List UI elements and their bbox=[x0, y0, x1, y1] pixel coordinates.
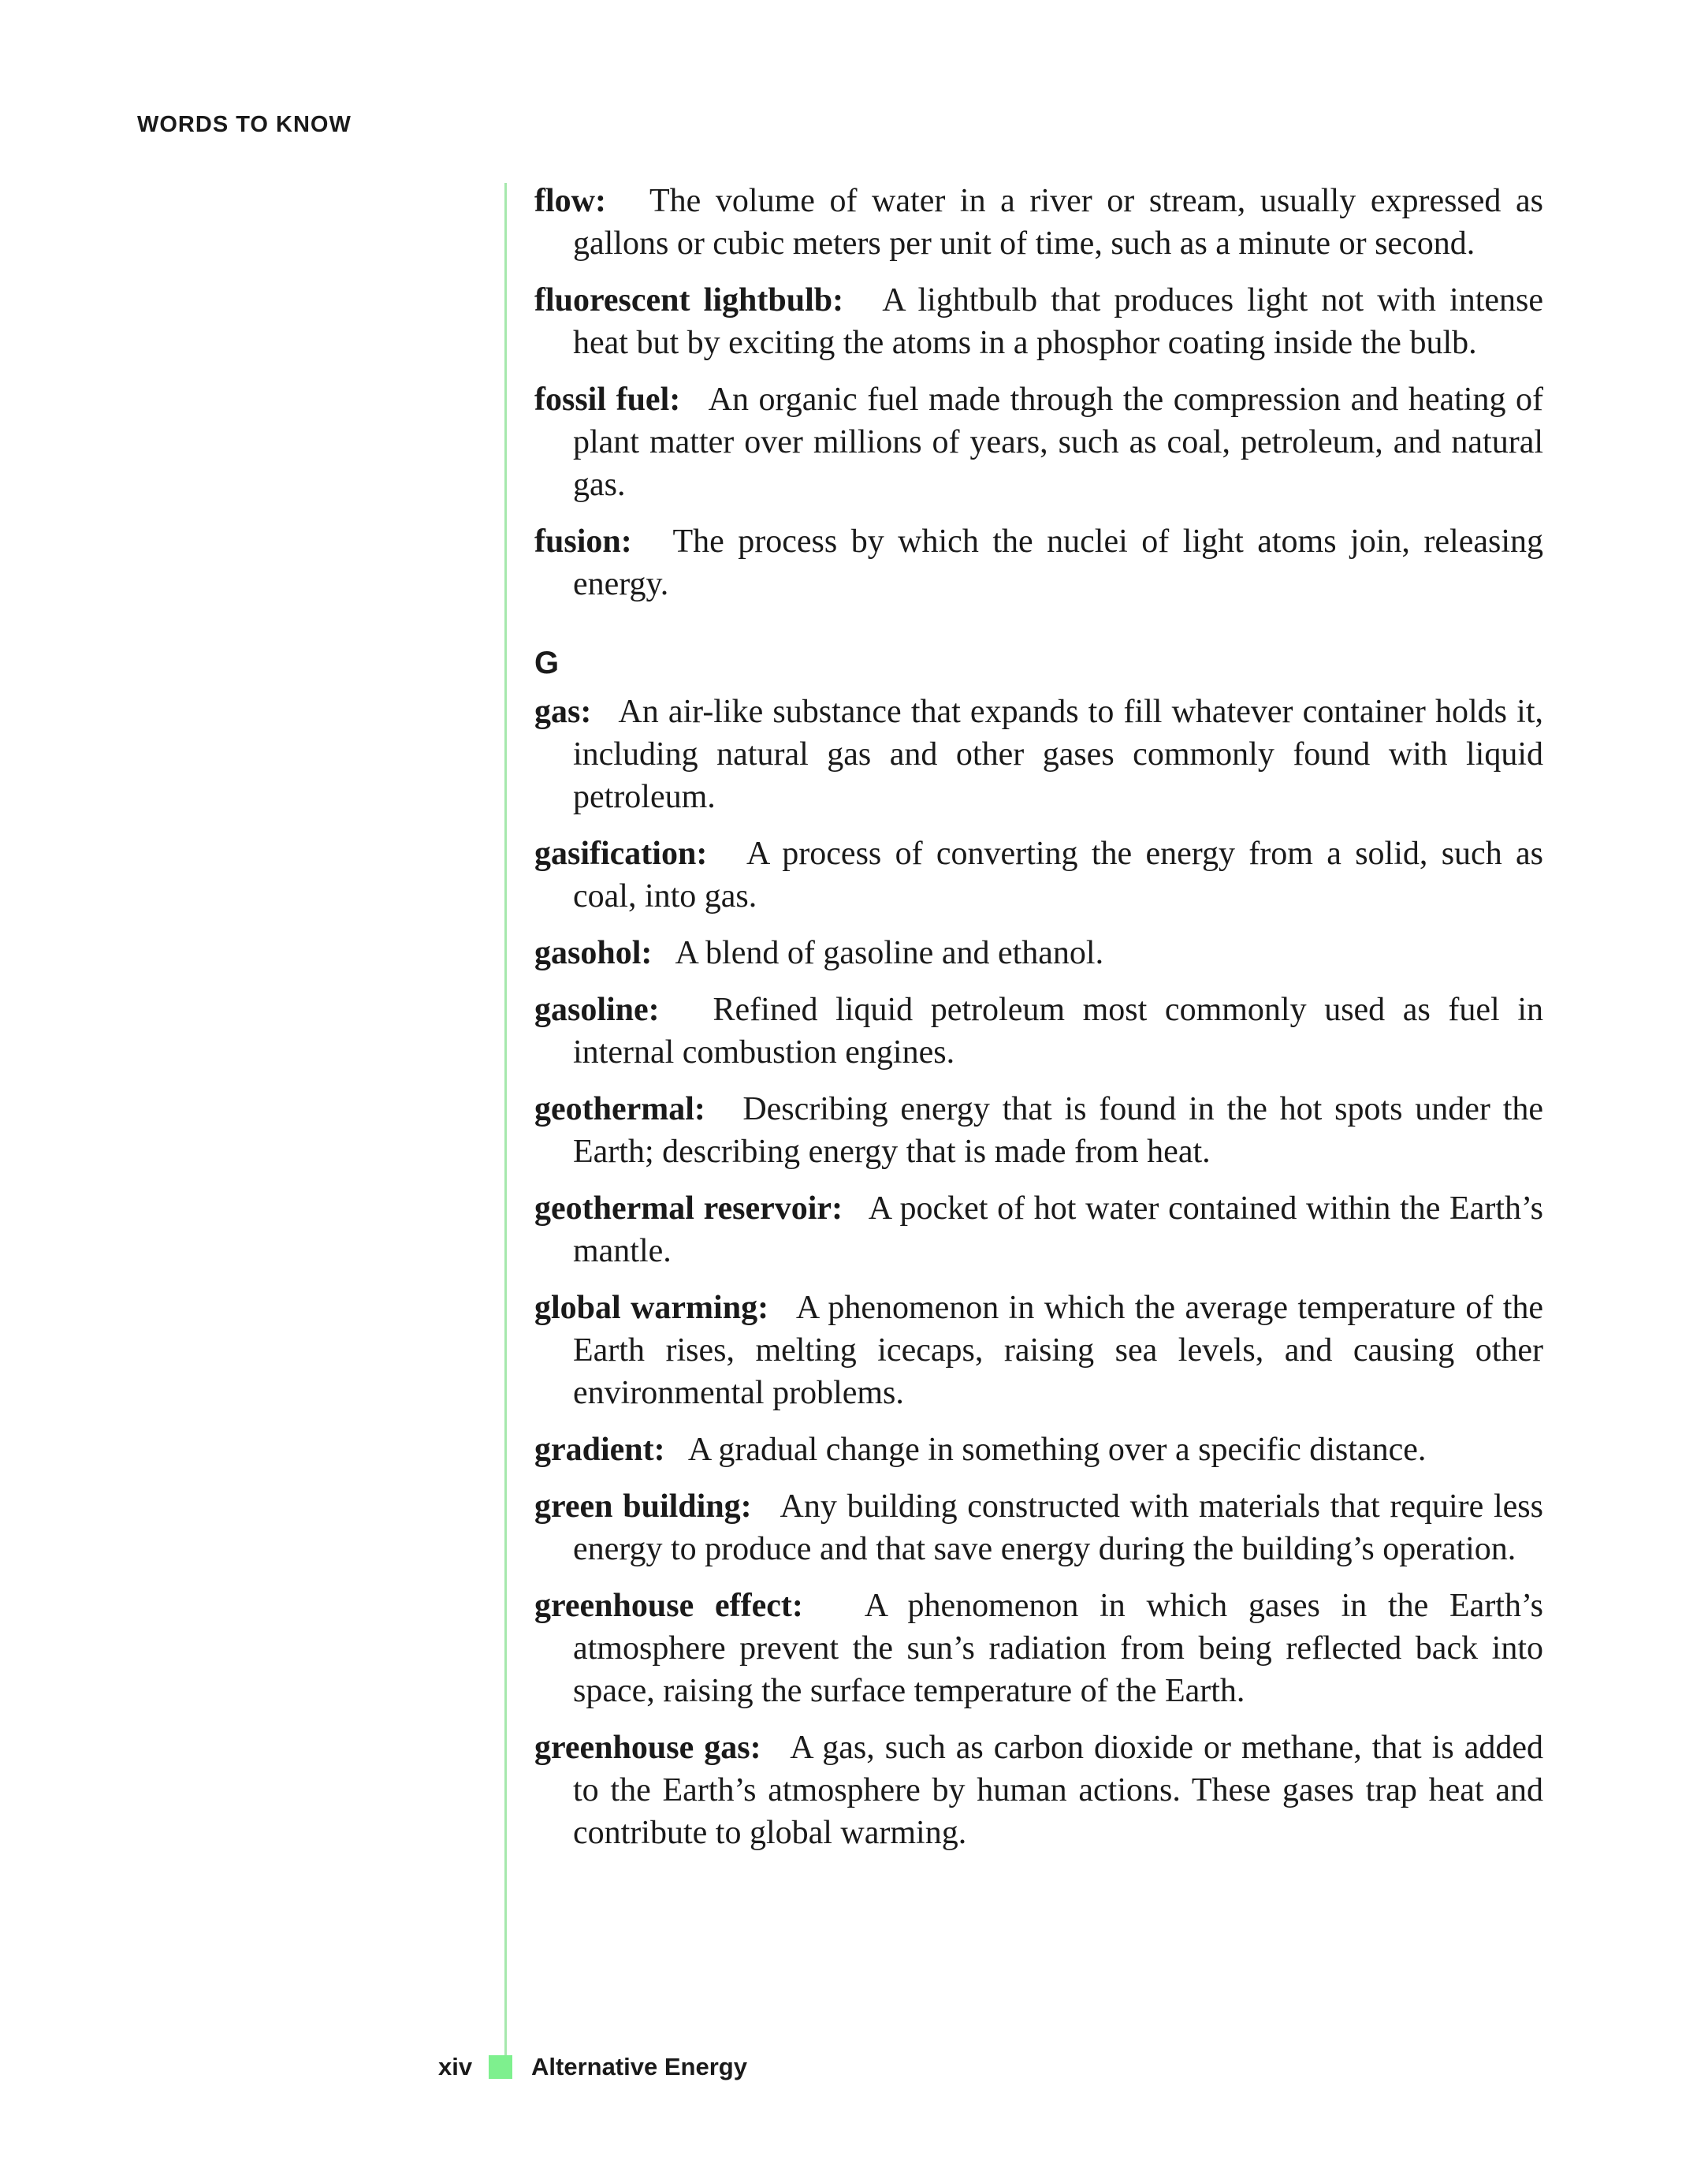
entry-definition: A phenomenon in which the average temperature of the Earth rises, melting icecaps, raising sea levels, and causing other environmental problems. bbox=[573, 1290, 1544, 1411]
entry-definition: A gradual change in something over a specific distance. bbox=[687, 1432, 1427, 1468]
entry-definition: Refined liquid petroleum most commonly used as fuel in internal combustion engines. bbox=[573, 992, 1543, 1071]
entry-definition: A pocket of hot water contained within the Earth’s mantle. bbox=[573, 1190, 1544, 1269]
entry-definition: A process of converting the energy from a solid, such as coal, into gas. bbox=[573, 836, 1544, 914]
entry-definition: A gas, such as carbon dioxide or methane, that is added to the Earth’s atmosphere by human actions. These gases trap heat and contribute to global warming. bbox=[573, 1730, 1543, 1851]
entry-definition: A phenomenon in which gases in the Earth’s atmosphere prevent the sun’s radiation from being reflected back into space, raising the surface temperature of the Earth. bbox=[573, 1588, 1543, 1709]
entry-definition: An organic fuel made through the compression and heating of plant matter over millions of years, such as coal, petroleum, and natural gas. bbox=[573, 382, 1544, 503]
entry-term: gasohol: bbox=[534, 935, 653, 971]
margin-rule bbox=[504, 183, 507, 2067]
folio-marker bbox=[489, 2055, 512, 2079]
glossary-entry bbox=[534, 691, 1543, 818]
entry-term: fossil fuel: bbox=[534, 382, 681, 418]
glossary-body bbox=[534, 180, 1543, 1868]
entry-term: gasification: bbox=[534, 836, 708, 872]
page-number: xiv bbox=[438, 2053, 473, 2080]
glossary-entry bbox=[534, 1485, 1543, 1570]
glossary-entry bbox=[534, 279, 1543, 364]
glossary-entry bbox=[534, 989, 1543, 1074]
entry-term: green building: bbox=[534, 1488, 752, 1525]
entry-definition: Any building constructed with materials that require less energy to produce and that save energy during the building’s operation. bbox=[573, 1488, 1543, 1567]
glossary-entry bbox=[534, 1428, 1543, 1471]
glossary-entry bbox=[534, 832, 1543, 918]
glossary-entry bbox=[534, 932, 1543, 974]
glossary-entry bbox=[534, 1726, 1543, 1854]
page-footer bbox=[438, 2053, 747, 2081]
glossary-entry bbox=[534, 1287, 1543, 1414]
entry-definition: Describing energy that is found in the hot spots under the Earth; describing energy that is made from heat. bbox=[573, 1091, 1543, 1170]
entry-term: gasoline: bbox=[534, 992, 660, 1028]
entry-definition: The volume of water in a river or stream, usually expressed as gallons or cubic meters per unit of time, such as a minute or second. bbox=[573, 183, 1543, 262]
entry-term: fusion: bbox=[534, 523, 632, 560]
entry-definition: An air-like substance that expands to fill whatever container holds it, including natural gas and other gases commonly found with liquid petroleum. bbox=[573, 694, 1543, 815]
glossary-entry bbox=[534, 378, 1543, 506]
entry-definition: The process by which the nuclei of light atoms join, releasing energy. bbox=[573, 523, 1543, 602]
section-heading-g: G bbox=[534, 646, 560, 680]
entry-term: geothermal reservoir: bbox=[534, 1190, 843, 1227]
glossary-entry bbox=[534, 1585, 1543, 1712]
running-head: WORDS TO KNOW bbox=[137, 112, 352, 137]
entry-term: geothermal: bbox=[534, 1091, 705, 1127]
glossary-entry bbox=[534, 520, 1543, 605]
entry-term: gas: bbox=[534, 694, 592, 730]
book-title: Alternative Energy bbox=[531, 2053, 747, 2080]
entry-term: fluorescent lightbulb: bbox=[534, 282, 844, 318]
glossary-entry bbox=[534, 180, 1543, 265]
entry-definition: A lightbulb that produces light not with intense heat but by exciting the atoms in a phosphor coating inside the bulb. bbox=[573, 282, 1543, 361]
glossary-entry bbox=[534, 1187, 1543, 1272]
entry-term: gradient: bbox=[534, 1432, 665, 1468]
entry-term: greenhouse gas: bbox=[534, 1730, 761, 1766]
entry-term: greenhouse effect: bbox=[534, 1588, 803, 1624]
glossary-entry bbox=[534, 1088, 1543, 1173]
entry-definition: A blend of gasoline and ethanol. bbox=[675, 935, 1104, 971]
entry-term: flow: bbox=[534, 183, 606, 219]
entry-term: global warming: bbox=[534, 1290, 769, 1326]
